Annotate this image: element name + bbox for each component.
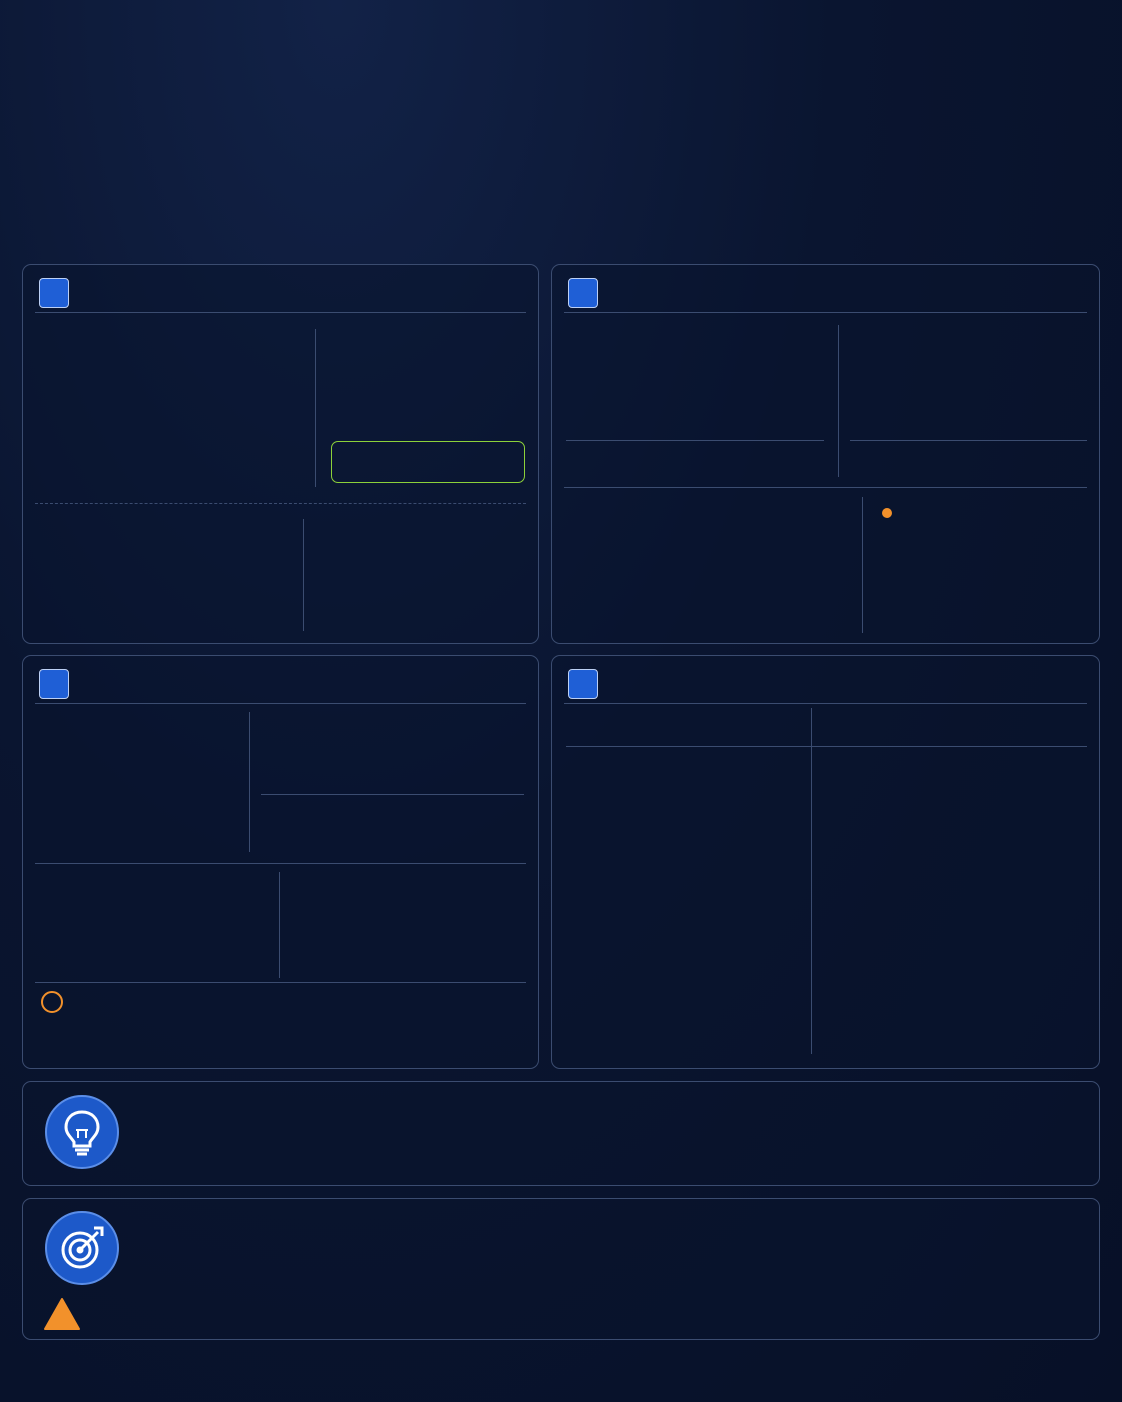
info-icon xyxy=(41,991,63,1013)
panel-participation xyxy=(551,264,1100,644)
divider xyxy=(303,519,304,631)
insight-box xyxy=(22,1081,1100,1186)
divider xyxy=(862,497,863,633)
panel-foreign-flow xyxy=(22,655,539,1069)
divider xyxy=(564,487,1087,488)
divider xyxy=(566,440,824,441)
panel-confirmation xyxy=(551,655,1100,1069)
panel-number xyxy=(568,278,598,308)
divider xyxy=(249,712,250,852)
eod-row xyxy=(49,604,61,632)
divider xyxy=(35,503,526,504)
next-steps-box xyxy=(22,1198,1100,1340)
closing-badge xyxy=(331,441,525,483)
panel-header xyxy=(564,273,1087,313)
divider xyxy=(261,794,524,795)
divider xyxy=(811,708,812,1054)
warning-icon xyxy=(43,1297,81,1336)
divider xyxy=(566,746,1087,747)
panel-header xyxy=(35,273,526,313)
lightbulb-icon xyxy=(45,1095,119,1169)
panel-number xyxy=(568,669,598,699)
divider xyxy=(838,325,839,477)
panel-header xyxy=(35,664,526,704)
panel-number xyxy=(39,669,69,699)
panel-closing xyxy=(22,264,539,644)
divider xyxy=(315,329,316,487)
target-icon xyxy=(45,1211,119,1285)
panel-header xyxy=(564,664,1087,704)
divider xyxy=(850,440,1087,441)
midday-row xyxy=(49,541,61,569)
divider xyxy=(35,863,526,864)
panel-number xyxy=(39,278,69,308)
divider xyxy=(279,872,280,978)
bullet-icon xyxy=(882,508,892,518)
divider xyxy=(35,982,526,983)
